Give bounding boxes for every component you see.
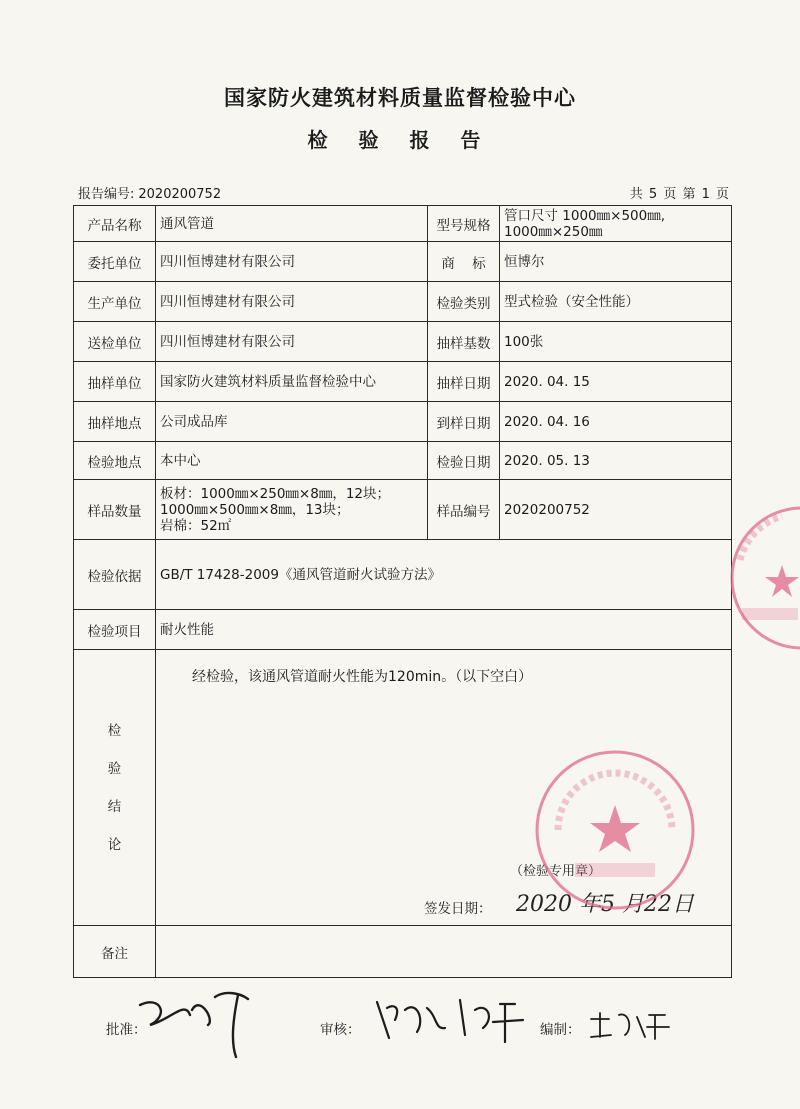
cell-value: 2020. 04. 15: [500, 362, 732, 402]
page-info: 共 5 页 第 1 页: [629, 187, 730, 202]
cell-value: 通风管道: [156, 206, 428, 242]
cell-label: 送检单位: [74, 322, 156, 362]
cell-value: 四川恒博建材有限公司: [156, 282, 428, 322]
conclusion-text: 经检验，该通风管道耐火性能为120min。（以下空白）: [192, 669, 533, 685]
cell-value: 国家防火建筑材料质量监督检验中心: [156, 362, 428, 402]
table-row: [74, 362, 732, 402]
approve-signature: [130, 985, 270, 1065]
review-label: 审核：: [320, 1022, 361, 1038]
report-number: [78, 183, 221, 202]
cell-value: [156, 926, 732, 978]
cell-value: [500, 206, 732, 242]
quantity-line-3: 岩棉：52㎡: [160, 517, 232, 534]
conclusion-label-char: 论: [107, 836, 122, 853]
cell-value: GB/T 17428-2009《通风管道耐火试验方法》: [156, 540, 732, 610]
conclusion-label: [74, 650, 156, 926]
conclusion-label-char: 验: [107, 760, 122, 777]
table-row: [74, 540, 732, 610]
cell-value: 100张: [500, 322, 732, 362]
compile-label: 编制：: [540, 1022, 581, 1038]
cell-value: 耐火性能: [156, 610, 732, 650]
seal-note: （检验专用章）: [510, 864, 602, 879]
cell-label: 检验依据: [74, 540, 156, 610]
table-row: [74, 480, 732, 540]
official-stamp: [530, 745, 700, 915]
document-title: 检 验 报 告: [307, 128, 493, 152]
cell-label: 型号规格: [428, 206, 500, 242]
conclusion-label-char: 结: [107, 798, 122, 815]
cell-label: 样品编号: [428, 480, 500, 540]
cell-value: 2020. 05. 13: [500, 442, 732, 480]
report-number-label: 报告编号:: [78, 187, 135, 202]
quantity-line-1: 板材：1000㎜×250㎜×8㎜，12块；: [160, 485, 391, 502]
review-signature: [365, 990, 535, 1050]
approve-label: 批准：: [106, 1022, 147, 1038]
cell-label: 抽样地点: [74, 402, 156, 442]
cell-label: 抽样日期: [428, 362, 500, 402]
issue-date-label: 签发日期：: [424, 901, 492, 917]
cell-value: 型式检验（安全性能）: [500, 282, 732, 322]
cell-label: 检验类别: [428, 282, 500, 322]
cell-value: 2020200752: [500, 480, 732, 540]
compile-signature: [585, 1005, 675, 1045]
table-row: [74, 402, 732, 442]
cell-value: 公司成品库: [156, 402, 428, 442]
cell-label: 检验日期: [428, 442, 500, 480]
cell-value: 四川恒博建材有限公司: [156, 322, 428, 362]
report-number-value: 2020200752: [138, 187, 222, 202]
quantity-line-2: 1000㎜×500㎜×8㎜，13块；: [160, 501, 350, 518]
cell-value: 四川恒博建材有限公司: [156, 242, 428, 282]
table-row: [74, 442, 732, 480]
cell-label: 检验地点: [74, 442, 156, 480]
table-row: [74, 926, 732, 978]
cell-value: 恒博尔: [500, 242, 732, 282]
cell-label: 样品数量: [74, 480, 156, 540]
cell-label: 抽样基数: [428, 322, 500, 362]
cell-value: 本中心: [156, 442, 428, 480]
cell-label: 产品名称: [74, 206, 156, 242]
cell-value: 2020. 04. 16: [500, 402, 732, 442]
cell-value: [156, 480, 428, 540]
cell-label: 委托单位: [74, 242, 156, 282]
cell-label: 检验项目: [74, 610, 156, 650]
cell-label: 商 标: [428, 242, 500, 282]
spec-line-2: 1000㎜×250㎜: [504, 223, 603, 240]
issue-date-handwritten: 2020 年5 月22日: [516, 892, 694, 917]
table-row: [74, 610, 732, 650]
table-row: [74, 322, 732, 362]
conclusion-label-char: 检: [107, 722, 122, 739]
table-row: [74, 242, 732, 282]
cell-label: 生产单位: [74, 282, 156, 322]
spec-line-1: 管口尺寸 1000㎜×500㎜,: [504, 207, 666, 224]
edge-stamp: [722, 500, 800, 660]
cell-label: 备注: [74, 926, 156, 978]
org-title: 国家防火建筑材料质量监督检验中心: [224, 86, 576, 110]
table-row: [74, 282, 732, 322]
table-row: [74, 206, 732, 242]
cell-label: 抽样单位: [74, 362, 156, 402]
cell-label: 到样日期: [428, 402, 500, 442]
